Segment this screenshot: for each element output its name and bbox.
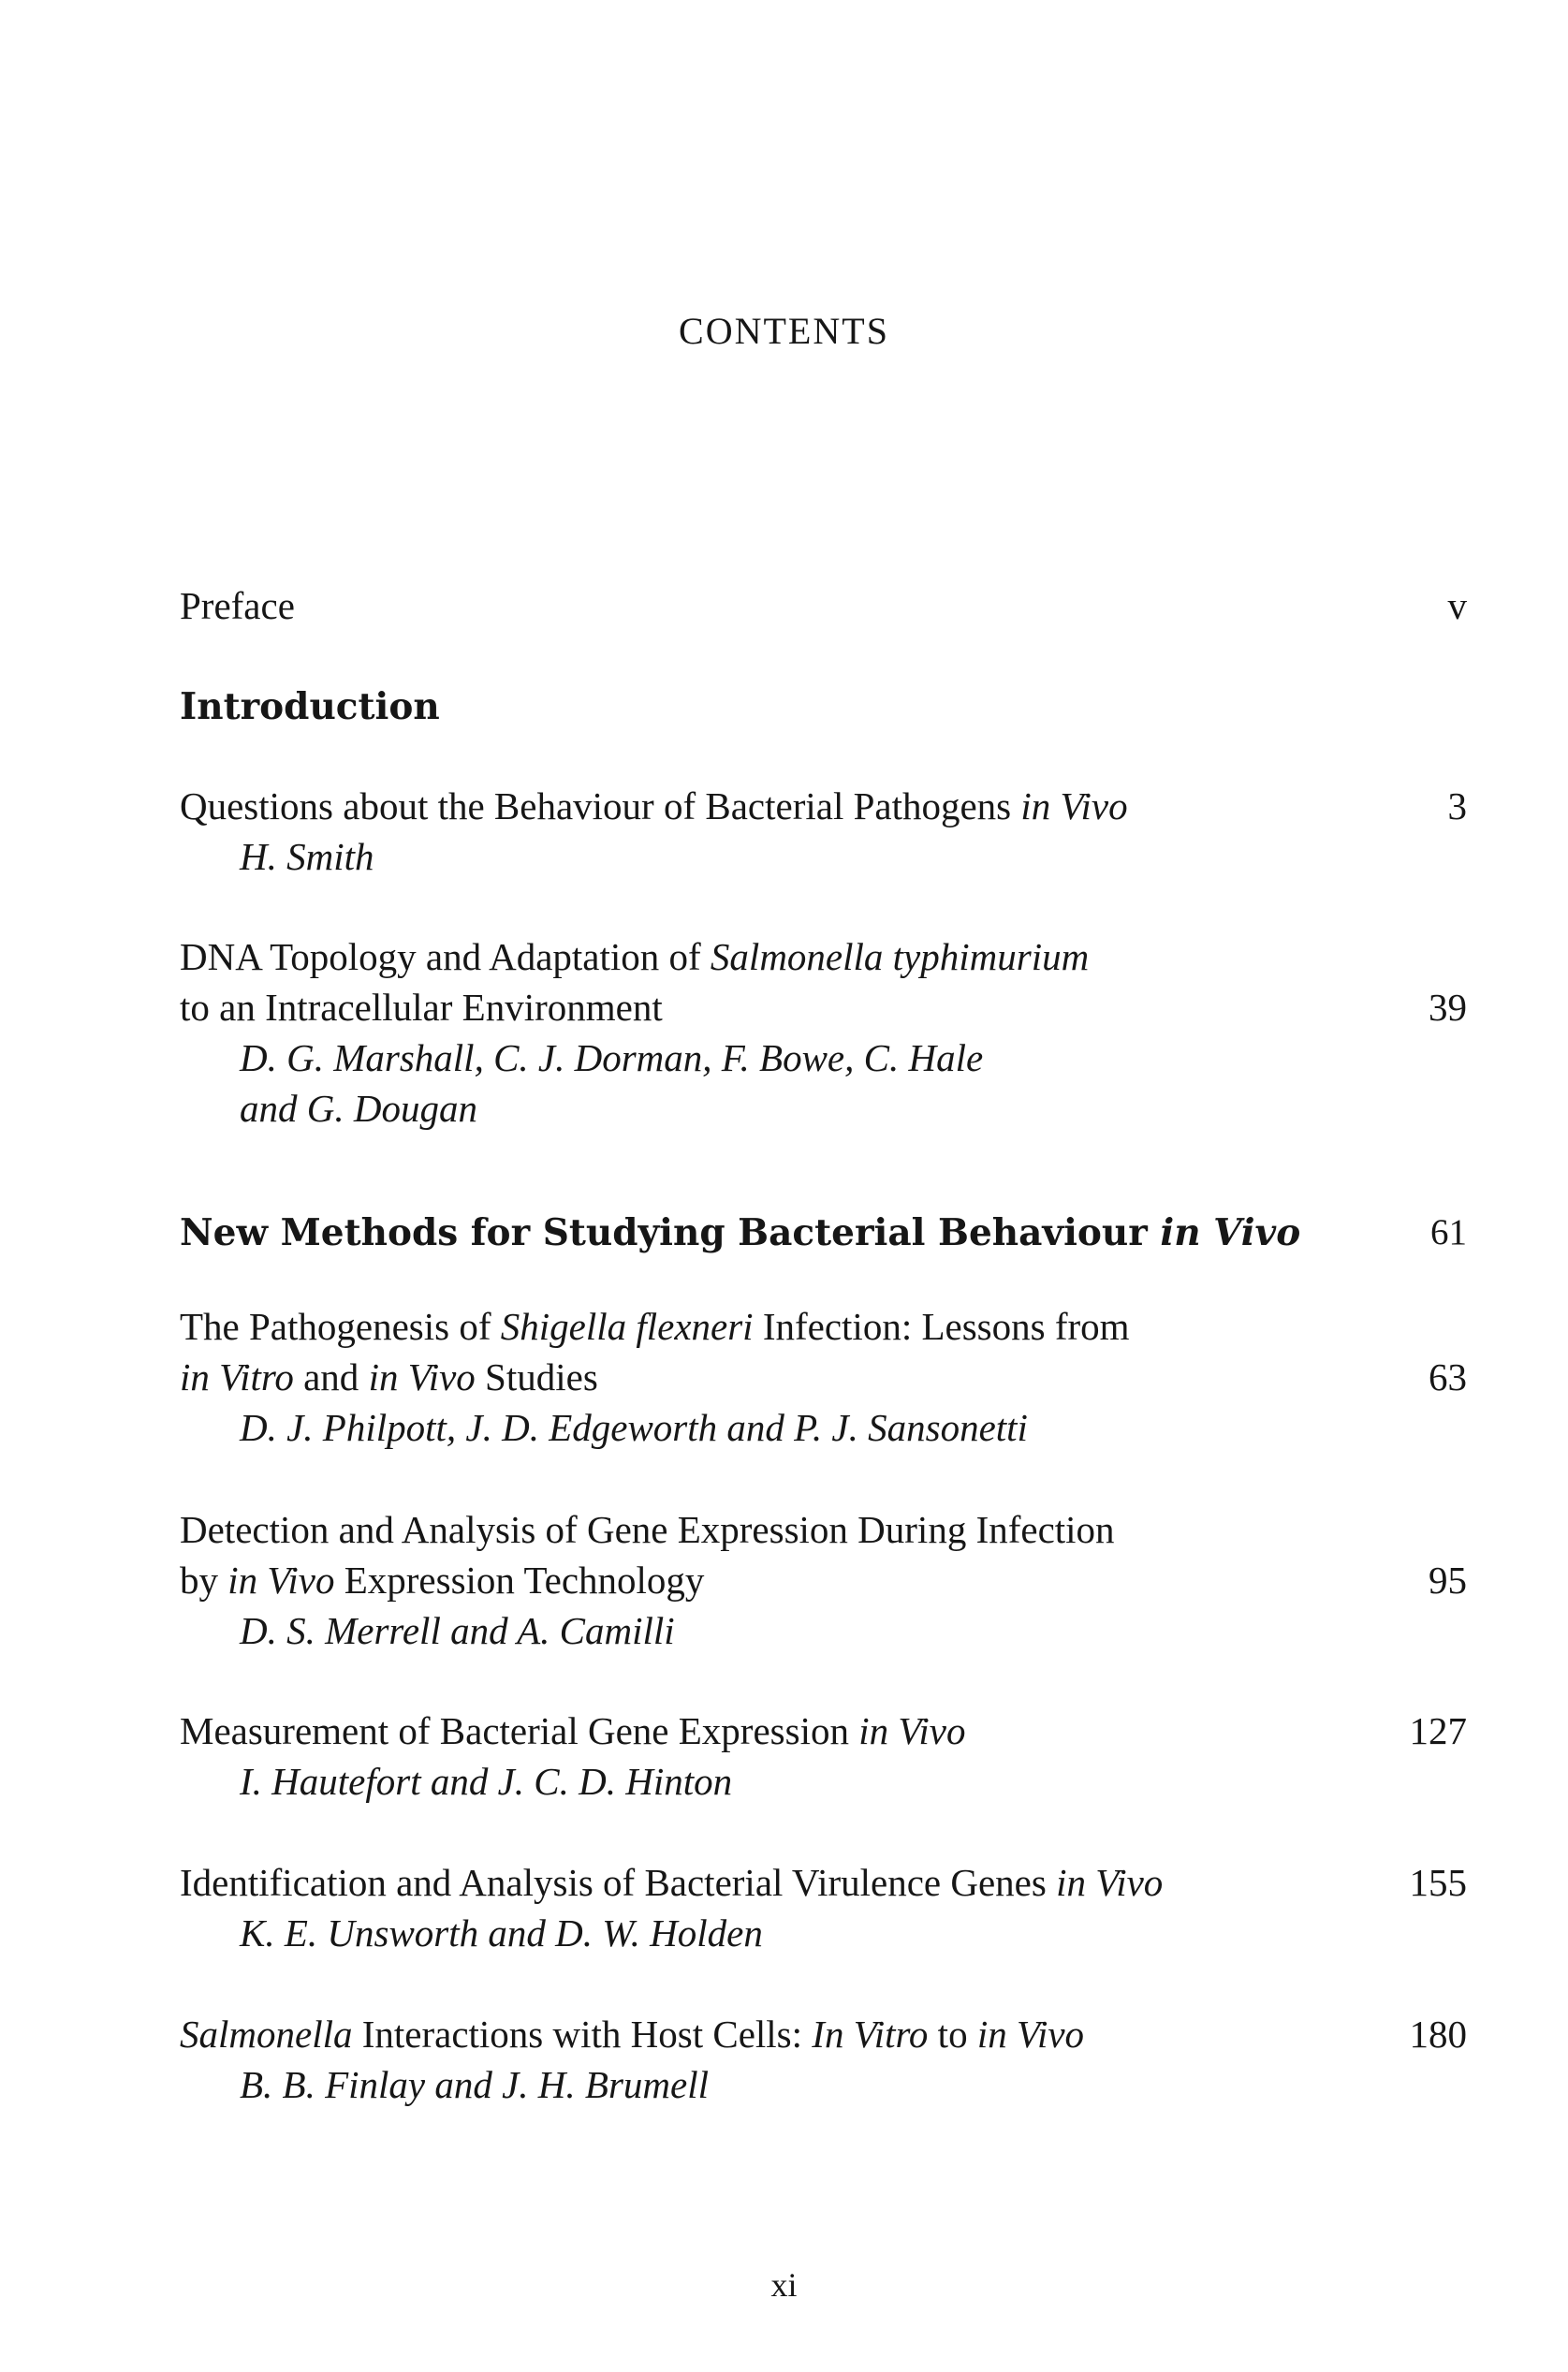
toc-entry-chapter-3[interactable] [180, 1301, 1467, 1402]
section-title: Introduction [180, 685, 440, 728]
entry-title-line-1: The Pathogenesis of Shigella flexneri Infection: Lessons from [180, 1305, 1130, 1348]
entry-title-line-1: DNA Topology and Adaptation of Salmonella typhimurium [180, 935, 1090, 978]
toc-entry-chapter-7[interactable] [180, 2009, 1467, 2059]
entry-page-number: 155 [1409, 1861, 1467, 1904]
entry-page-number: 180 [1409, 2013, 1467, 2056]
entry-authors: I. Hautefort and J. C. D. Hinton [240, 1760, 733, 1803]
toc-entry-chapter-2[interactable] [180, 931, 1467, 1032]
entry-title: Measurement of Bacterial Gene Expression in Vivo [180, 1709, 966, 1752]
footer-page-number: xi [770, 2266, 798, 2304]
entry-title-line-2: in Vitro and in Vivo Studies [180, 1355, 598, 1398]
toc-entry-chapter-1[interactable] [180, 781, 1467, 831]
entry-page-number: 63 [1429, 1355, 1467, 1398]
entry-title: Questions about the Behaviour of Bacterial Pathogens in Vivo [180, 784, 1128, 827]
entry-authors: K. E. Unsworth and D. W. Holden [240, 1911, 763, 1955]
section-title: New Methods for Studying Bacterial Behaviour in Vivo [180, 1211, 1301, 1254]
entry-authors: and G. Dougan [240, 1087, 477, 1130]
entry-title-line-2: by in Vivo Expression Technology [180, 1559, 705, 1602]
entry-title-line-2: to an Intracellular Environment [180, 986, 663, 1029]
entry-authors: H. Smith [240, 835, 374, 878]
entry-title: Identification and Analysis of Bacterial Virulence Genes in Vivo [180, 1861, 1164, 1904]
entry-page-number: 95 [1429, 1559, 1467, 1602]
entry-title: Salmonella Interactions with Host Cells: In Vitro to in Vivo [180, 2013, 1085, 2056]
entry-page-number: v [1447, 584, 1467, 627]
entry-authors: D. G. Marshall, C. J. Dorman, F. Bowe, C. Hale [240, 1036, 984, 1079]
toc-entry-chapter-4[interactable] [180, 1504, 1467, 1605]
entry-title: Preface [180, 584, 295, 627]
toc-entry-chapter-6[interactable] [180, 1857, 1467, 1908]
section-heading-new-methods[interactable] [180, 1208, 1467, 1258]
toc-entry-chapter-5[interactable] [180, 1706, 1467, 1756]
entry-title-line-1: Detection and Analysis of Gene Expression During Infection [180, 1508, 1115, 1551]
section-page-number: 61 [1430, 1212, 1467, 1252]
entry-page-number: 127 [1409, 1709, 1467, 1752]
entry-page-number: 39 [1429, 986, 1467, 1029]
entry-authors: B. B. Finlay and J. H. Brumell [240, 2063, 710, 2106]
entry-page-number: 3 [1447, 784, 1467, 827]
toc-entry-preface[interactable] [180, 580, 1467, 631]
page-title: CONTENTS [679, 310, 889, 352]
entry-authors: D. S. Merrell and A. Camilli [240, 1609, 675, 1652]
entry-authors: D. J. Philpott, J. D. Edgeworth and P. J. Sansonetti [240, 1406, 1028, 1449]
section-heading-introduction [180, 681, 1467, 732]
